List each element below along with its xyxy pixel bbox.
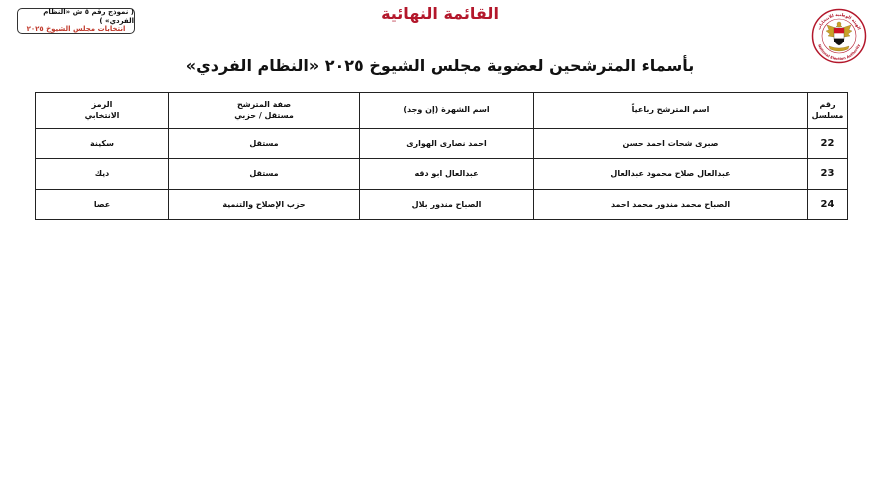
symbol-cell: ديك [36,159,169,189]
known-name-header: اسم الشهرة (إن وجد) [360,93,534,129]
full-name-header: اسم المترشح رباعياً [534,93,808,129]
full-name-cell: صبرى شحات احمد حسن [534,129,808,159]
symbol-header-line1: الرمز [91,99,113,109]
serial-cell: 24 [808,189,848,219]
candidates-table [35,92,848,220]
status-cell: مستقل [169,159,360,189]
symbol-header [36,93,169,129]
serial-cell: 23 [808,159,848,189]
final-list-title: القائمة النهائية [381,4,499,23]
status-cell: حزب الإصلاح والتنمية [169,189,360,219]
symbol-header-line2: الانتخابي [84,110,120,120]
table-header-row [36,93,848,129]
status-header-line2: مستقل / حزبي [234,110,294,120]
election-label: انتخابات مجلس الشيوخ ٢٠٢٥ [26,25,126,34]
table-row [36,129,848,159]
full-name-cell: الصباح محمد مندور محمد احمد [534,189,808,219]
status-header [169,93,360,129]
symbol-cell: سكينة [36,129,169,159]
status-cell: مستقل [169,129,360,159]
known-name-cell: احمد نصارى الهوارى [360,129,534,159]
emblem-english-text: National Election Authority [817,43,861,62]
form-number-box [17,8,135,34]
table-row [36,159,848,189]
serial-header [808,93,848,129]
serial-header-line1: رقم [819,99,836,109]
document-subtitle: بأسماء المترشحين لعضوية مجلس الشيوخ ٢٠٢٥ «النظام الفردي» [185,56,695,75]
serial-cell: 22 [808,129,848,159]
table-row [36,189,848,219]
form-number-label: ( نموذج رقم ٥ ش «النظام الفردي» ) [43,7,134,25]
status-header-line1: صفة المترشح [236,99,292,109]
symbol-cell: عصا [36,189,169,219]
egypt-eagle-emblem-icon [811,8,867,64]
known-name-cell: الصباح مندور بلال [360,189,534,219]
serial-header-line2: مسلسل [811,110,844,120]
emblem-arabic-text: الهيئة الوطنية للانتخابات [816,11,862,31]
full-name-cell: عبدالعال صلاح محمود عبدالعال [534,159,808,189]
known-name-cell: عبدالعال ابو دقه [360,159,534,189]
